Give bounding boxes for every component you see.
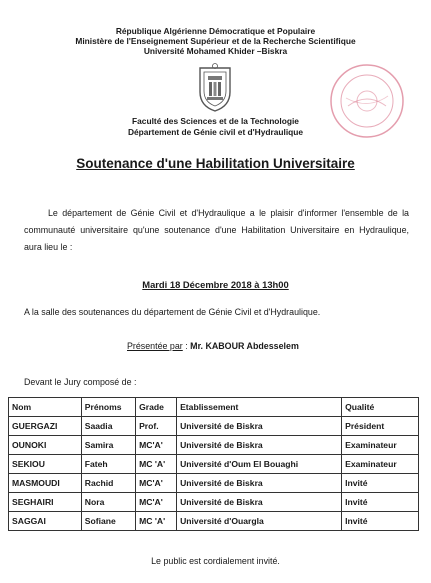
cell-nom: OUNOKI bbox=[9, 436, 82, 455]
cell-prenom: Sofiane bbox=[81, 512, 135, 531]
cell-prenom: Samira bbox=[81, 436, 135, 455]
cell-prenom: Nora bbox=[81, 493, 135, 512]
cell-etablissement: Université d'Ouargla bbox=[177, 512, 342, 531]
table-row bbox=[9, 455, 419, 474]
header-line-universite: Université Mohamed Khider –Biskra bbox=[143, 46, 288, 56]
cell-qualite: Président bbox=[342, 417, 419, 436]
intro-paragraph bbox=[24, 205, 409, 256]
col-header-qualite: Qualité bbox=[342, 398, 419, 417]
university-logo bbox=[196, 62, 234, 112]
department-name: Département de Génie civil et d'Hydraulique bbox=[127, 127, 304, 137]
table-row bbox=[9, 417, 419, 436]
col-header-etablissement: Etablissement bbox=[177, 398, 342, 417]
cell-nom: MASMOUDI bbox=[9, 474, 82, 493]
cell-qualite: Invité bbox=[342, 512, 419, 531]
cell-qualite: Examinateur bbox=[342, 436, 419, 455]
cell-grade: MC'A' bbox=[136, 474, 177, 493]
page-title: Soutenance d'une Habilitation Universitaire bbox=[76, 156, 355, 171]
cell-grade: MC'A' bbox=[136, 493, 177, 512]
faculty-name: Faculté des Sciences et de la Technologie bbox=[132, 116, 299, 126]
presented-by-sep: : bbox=[182, 341, 191, 351]
cell-qualite: Examinateur bbox=[342, 455, 419, 474]
jury-table bbox=[8, 397, 419, 531]
table-row bbox=[9, 512, 419, 531]
cell-qualite: Invité bbox=[342, 493, 419, 512]
cell-etablissement: Université de Biskra bbox=[177, 417, 342, 436]
presented-by-label: Présentée par bbox=[127, 341, 183, 351]
col-header-prenoms: Prénoms bbox=[81, 398, 135, 417]
cell-etablissement: Université d'Oum El Bouaghi bbox=[177, 455, 342, 474]
defense-date: Mardi 18 Décembre 2018 à 13h00 bbox=[142, 279, 289, 290]
venue-text: A la salle des soutenances du département de Génie Civil et d'Hydraulique. bbox=[24, 307, 321, 317]
col-header-nom: Nom bbox=[9, 398, 82, 417]
cell-etablissement: Université de Biskra bbox=[177, 493, 342, 512]
cell-grade: MC'A' bbox=[136, 436, 177, 455]
table-row bbox=[9, 436, 419, 455]
table-row bbox=[9, 493, 419, 512]
cell-prenom: Rachid bbox=[81, 474, 135, 493]
header-line-republique: République Algérienne Démocratique et Populaire bbox=[115, 26, 316, 36]
cell-prenom: Fateh bbox=[81, 455, 135, 474]
jury-intro: Devant le Jury composé de : bbox=[24, 377, 137, 387]
table-header-row bbox=[9, 398, 419, 417]
closing-text: Le public est cordialement invité. bbox=[151, 556, 280, 566]
presented-by bbox=[127, 341, 299, 351]
cell-nom: SAGGAI bbox=[9, 512, 82, 531]
cell-nom: SEGHAIRI bbox=[9, 493, 82, 512]
header-line-ministere: Ministère de l'Enseignement Supérieur et de la Recherche Scientifique bbox=[75, 36, 356, 46]
cell-grade: Prof. bbox=[136, 417, 177, 436]
table-row bbox=[9, 474, 419, 493]
candidate-name: Mr. KABOUR Abdesselem bbox=[190, 341, 299, 351]
cell-etablissement: Université de Biskra bbox=[177, 436, 342, 455]
cell-grade: MC 'A' bbox=[136, 512, 177, 531]
cell-grade: MC 'A' bbox=[136, 455, 177, 474]
cell-nom: SEKIOU bbox=[9, 455, 82, 474]
intro-text: Le département de Génie Civil et d'Hydraulique a le plaisir d'informer l'ensemble de la communauté universitaire qu'une soutenance d'une Habilitation Universitaire en Hydraulique, aura lieu le : bbox=[24, 208, 409, 252]
cell-qualite: Invité bbox=[342, 474, 419, 493]
col-header-grade: Grade bbox=[136, 398, 177, 417]
cell-nom: GUERGAZI bbox=[9, 417, 82, 436]
cell-etablissement: Université de Biskra bbox=[177, 474, 342, 493]
cell-prenom: Saadia bbox=[81, 417, 135, 436]
